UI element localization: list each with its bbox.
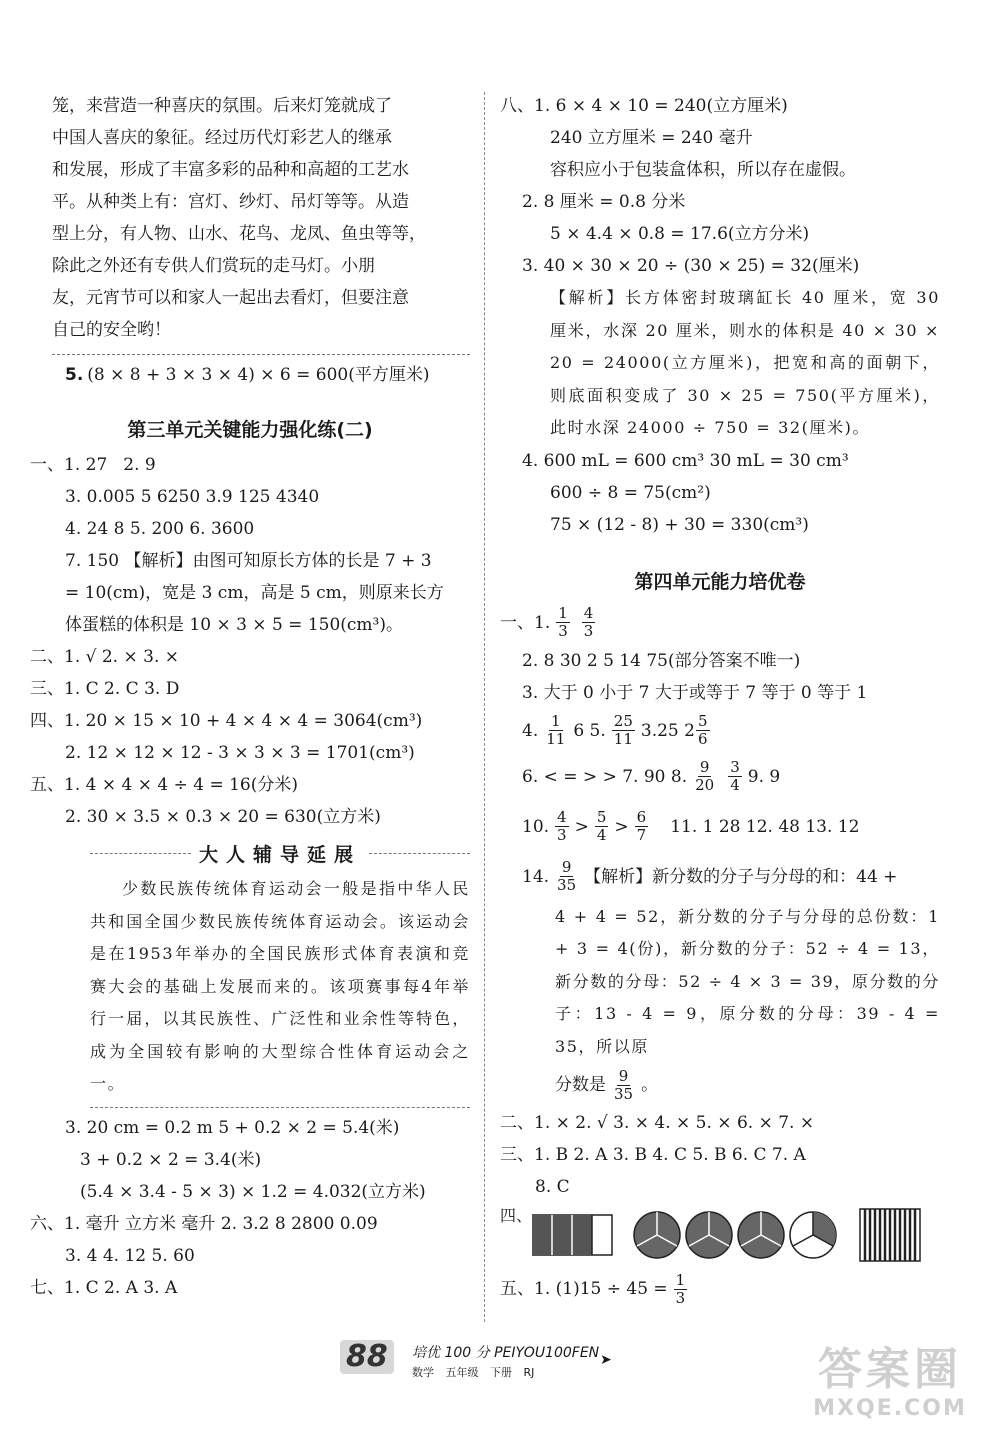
story-line: 型上分，有人物、山水、花鸟、龙凤、鱼虫等等， (52, 224, 426, 244)
striped-rectangle-figure (860, 1209, 920, 1261)
u4-q9: 9. 9 (747, 766, 781, 787)
u4-q14-tail (555, 1063, 940, 1107)
u4-q14-explanation: 4 + 4 = 52，新分数的分子与分母的总份数：1 + 3 = 4(份)，新分数的分子：52 ÷ 4 = 13，新分数的分母：52 ÷ 4 × 3 = 39，原分数的分子：13 - 4 = 9，原分数的分母：39 - 4 = 35，所以原 (555, 906, 940, 1056)
u4-q5-mid: 3.25 2 (640, 720, 695, 741)
u4-q10-q13 (500, 801, 940, 853)
story-line: 笼，来营造一种喜庆的氛围。后来灯笼就成了 (52, 96, 392, 116)
s8-line9: 75 × (12 - 8) + 30 = 330(cm³) (550, 514, 809, 535)
shaded-circle-figure (686, 1212, 732, 1258)
s5b-line1: 3. 20 cm = 0.2 m 5 + 0.2 × 2 = 5.4(米) (65, 1117, 400, 1138)
s4-line2: 2. 12 × 12 × 12 - 3 × 3 × 3 = 1701(cm³) (65, 743, 415, 763)
volume: 下册 (490, 1366, 512, 1379)
s1-line7c: 体蛋糕的体积是 10 × 3 × 5 = 150(cm³)。 (65, 615, 403, 635)
shaded-rectangle-figure (532, 1215, 612, 1255)
s1-line3: 3. 0.005 5 6250 3.9 125 4340 (65, 487, 320, 507)
u4-s4-figures (500, 1203, 940, 1267)
story-line: 友，元宵节可以和家人一起出去看灯，但要注意 (52, 288, 409, 308)
u4-q1-label: 一、1. (500, 612, 551, 633)
unit4-title: 第四单元能力培优卷 (634, 570, 806, 593)
fraction: $\frac{3}{4}$ (730, 758, 740, 794)
s6-line2: 3. 4 4. 12 5. 60 (65, 1245, 195, 1266)
s8-line1: 八、1. 6 × 4 × 10 = 240(立方厘米) (500, 96, 788, 116)
answer-q5 (30, 359, 470, 391)
q5-text: (8 × 8 + 3 × 3 × 4) × 6 = 600(平方厘米) (87, 365, 430, 385)
brand-name: 培优 100 分 PEIYOU100FEN (412, 1345, 600, 1361)
s5b-line2: 3 + 0.2 × 2 = 3.4(米) (80, 1149, 262, 1170)
s2-line: 二、1. √ 2. × 3. × (30, 647, 179, 667)
u4-s4-label: 四、 (500, 1206, 533, 1225)
s8-line4: 2. 8 厘米 = 0.8 分米 (522, 192, 686, 212)
u4-q6: 6. < = > > 7. 90 8. (522, 766, 688, 787)
gt-sign: > (614, 816, 629, 837)
edition: RJ (523, 1366, 535, 1379)
s8-line5: 5 × 4.4 × 0.8 = 17.6(立方分米) (550, 224, 810, 244)
u4-q1 (500, 601, 940, 645)
s1-label: 一、 (30, 455, 64, 475)
fraction: $\frac{4}{3}$ (583, 604, 594, 640)
u4-q14-head (500, 853, 940, 901)
book-info (412, 1364, 534, 1380)
s8-line6: 3. 40 × 30 × 20 ÷ (30 × 25) = 32(厘米) (522, 256, 860, 276)
grade: 五年级 (445, 1366, 479, 1379)
partly-shaded-circle-figure (790, 1212, 836, 1258)
shaded-circle-figure (634, 1212, 680, 1258)
story-line: 中国人喜庆的象征。经过历代灯彩艺人的继承 (52, 128, 392, 148)
subject: 数学 (412, 1366, 434, 1379)
s8-explanation: 【解析】长方体密封玻璃缸长 40 厘米，宽 30 厘米，水深 20 厘米，则水的体积是 40 × 30 × 20 = 24000(立方厘米)，把宽和高的面朝下，则底面积变成了 30 × 25 = 750(平方厘米)，此时水深 24000 ÷ 750 = 32(厘米)。 (550, 288, 940, 437)
arrow-icon: ➤ (600, 1352, 612, 1368)
s8-line2: 240 立方厘米 = 240 毫升 (550, 128, 753, 148)
fraction: $\frac{4}{3}$ (557, 808, 567, 844)
fraction-drawings (532, 1205, 932, 1265)
extension-header (90, 833, 470, 873)
q5-number: 5. (65, 365, 84, 385)
u4-q2: 2. 8 30 2 5 14 75(部分答案不唯一) (522, 650, 801, 671)
s8-line3: 容积应小于包装盒体积，所以存在虚假。 (550, 160, 856, 180)
u4-s5-label: 五、1. (1)15 ÷ 45 = (500, 1279, 668, 1299)
u4-q14-tail-text: 分数是 (555, 1075, 606, 1095)
u4-q6-q9 (500, 753, 940, 801)
s6-line1: 六、1. 毫升 立方米 毫升 2. 3.2 8 2800 0.09 (30, 1213, 378, 1234)
s7-line: 七、1. C 2. A 3. A (30, 1277, 178, 1298)
fraction: $\frac{25}{11}$ (613, 712, 633, 748)
s5b-line3: (5.4 × 3.4 - 5 × 3) × 1.2 = 4.032(立方米) (80, 1181, 426, 1202)
u4-q4-mid: 6 5. (573, 720, 606, 741)
s1-l1b: 2. 9 (123, 455, 156, 475)
s1-line7a: 7. 150 【解析】由图可知原长方体的长是 7 + 3 (65, 551, 432, 571)
s8-line7: 4. 600 mL = 600 cm³ 30 mL = 30 cm³ (522, 450, 849, 471)
s5-line2: 2. 30 × 3.5 × 0.3 × 20 = 630(立方米) (65, 807, 381, 827)
story-line: 自己的安全哟！ (52, 320, 171, 340)
extension-paragraph: 少数民族传统体育运动会一般是指中华人民共和国全国少数民族传统体育运动会。该运动会是在1953年举办的全国民族形式体育表演和竞赛大会的基础上发展而来的。该项赛事每4年举行一届，以其民族性、广泛性和业余性等特色，成为全国较有影响的大型综合性体育运动会之一。 (90, 879, 470, 1093)
watermark-logo-text: 答案圈 (818, 1344, 962, 1395)
u4-q4-label: 4. (522, 720, 539, 741)
u4-q14-end: 。 (641, 1075, 659, 1095)
u4-s3-line1: 三、1. B 2. A 3. B 4. C 5. B 6. C 7. A (500, 1145, 806, 1165)
u4-q10-label: 10. (522, 816, 550, 837)
extension-title: 大人辅导延展 (199, 843, 362, 866)
s8-line8: 600 ÷ 8 = 75(cm²) (550, 482, 711, 503)
divider (52, 354, 470, 355)
u4-s3-line2: 8. C (535, 1177, 570, 1197)
story-line: 和发展，形成了丰富多彩的品种和高超的工艺水 (52, 160, 409, 180)
fraction: $\frac{6}{7}$ (636, 808, 647, 844)
fraction: $\frac{9}{20}$ (695, 758, 715, 794)
page-footer (340, 1340, 660, 1390)
story-line: 除此之外还有专供人们赏玩的走马灯。小朋 (52, 256, 375, 276)
s4-line1: 四、1. 20 × 15 × 10 + 4 × 4 × 4 = 3064(cm³) (30, 711, 423, 731)
u4-s5 (500, 1267, 940, 1311)
watermark-url: MXQE.COM (813, 1396, 967, 1421)
fraction: $\frac{1}{3}$ (675, 1270, 686, 1307)
right-column (500, 90, 940, 1311)
s3-line: 三、1. C 2. C 3. D (30, 679, 180, 699)
shaded-circle-figure (738, 1212, 784, 1258)
story-paragraph (30, 90, 470, 346)
fraction: $\frac{5}{4}$ (596, 808, 607, 844)
s1-line4: 4. 24 8 5. 200 6. 3600 (65, 519, 255, 539)
watermark (790, 1344, 990, 1434)
s1-l1a: 1. 27 (64, 455, 108, 475)
left-column (30, 90, 470, 1304)
unit3-title: 第三单元关键能力强化练(二) (127, 419, 373, 441)
u4-q14-label: 14. (522, 866, 550, 887)
u4-q4-q5 (500, 709, 940, 753)
divider (90, 1107, 470, 1108)
page-number: 88 (340, 1340, 394, 1374)
u4-q3: 3. 大于 0 小于 7 大于或等于 7 等于 0 等于 1 (522, 682, 868, 703)
u4-s2: 二、1. × 2. √ 3. × 4. × 5. × 6. × 7. × (500, 1113, 815, 1133)
s5-line1: 五、1. 4 × 4 × 4 ÷ 4 = 16(分米) (30, 775, 298, 795)
fraction: $\frac{1}{11}$ (546, 712, 566, 748)
u4-q14-head-text: 【解析】新分数的分子与分母的和：44 + (584, 866, 898, 887)
s1-line1 (30, 449, 470, 481)
column-separator (484, 92, 485, 1322)
story-line: 平。从种类上有：宫灯、纱灯、吊灯等等。从造 (52, 192, 409, 212)
gt-sign: > (574, 816, 589, 837)
fraction: $\frac{9}{35}$ (557, 858, 577, 894)
fraction: $\frac{9}{35}$ (614, 1066, 634, 1103)
fraction: $\frac{1}{3}$ (558, 604, 568, 640)
fraction: $\frac{5}{6}$ (697, 712, 708, 748)
s1-line7b: = 10(cm)，宽是 3 cm，高是 5 cm，则原来长方 (65, 583, 444, 603)
u4-q11-q13: 11. 1 28 12. 48 13. 12 (670, 816, 860, 837)
